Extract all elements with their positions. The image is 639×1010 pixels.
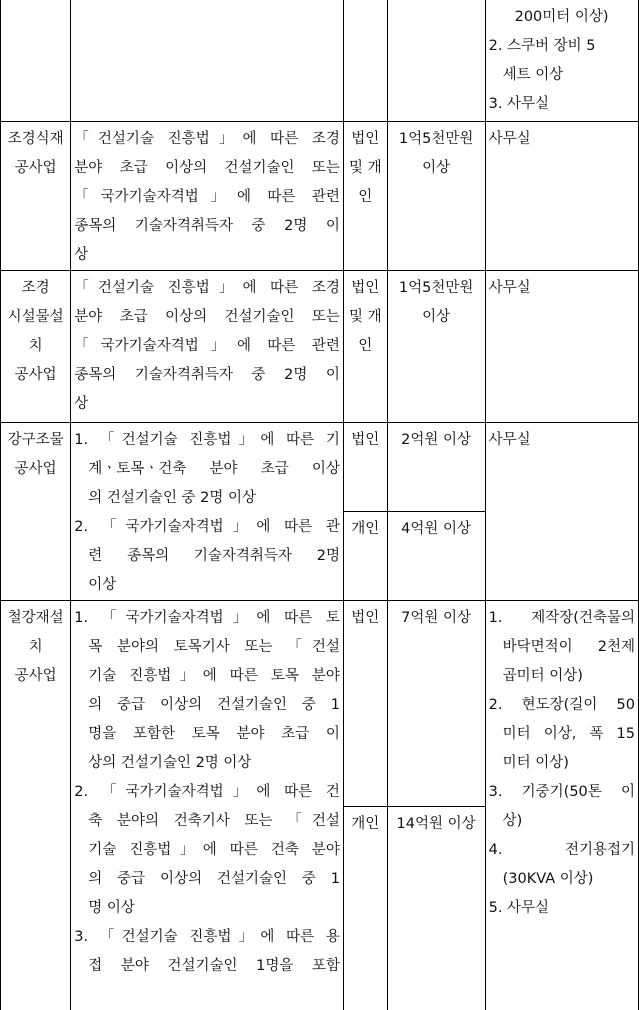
table-row	[1, 122, 639, 271]
capital-cell: 14억원 이상	[387, 807, 485, 1010]
business-type-line: 공사업	[14, 461, 57, 477]
entity-line: 법인	[351, 131, 380, 147]
entity-cell: 법인	[343, 601, 387, 807]
facility-line: 3. 사무실	[488, 96, 550, 112]
facility-line: 1. 제작장(건축물의	[488, 610, 635, 626]
requirement-line: 상의 건설기술인 2명 이상	[88, 755, 252, 771]
entity-cell	[343, 122, 387, 271]
requirement-line: 2. 「국가기술자격법」에 따른 관	[74, 519, 340, 535]
entity-line: 법인	[351, 280, 380, 296]
business-type-cell	[1, 271, 71, 423]
requirement-line: 「국가기술자격법」에 따른 관련	[74, 189, 340, 205]
capital-cell: 7억원 이상	[387, 601, 485, 807]
requirement-line: 의 중급 이상의 건설기술인 중 1	[88, 697, 340, 713]
technician-requirement-cell	[71, 423, 344, 601]
facility-line: 바닥면적이 2천제	[502, 639, 635, 655]
requirement-line: 접 분야 건설기술인 1명을 포함	[88, 958, 340, 974]
requirement-line: 기술 진흥법」에 따른 건축 분야	[88, 842, 340, 858]
business-type-cell	[1, 0, 71, 122]
requirement-line: 「국가기술자격법」에 따른 관련	[74, 338, 340, 354]
business-type-line: 치	[28, 338, 43, 354]
facility-line: 2. 스쿠버 장비 5	[488, 38, 596, 54]
facility-line: 사무실	[488, 432, 531, 448]
business-type-cell	[1, 122, 71, 271]
requirement-line: 련 종목의 기술자격취득자 2명	[88, 548, 340, 564]
facility-line: 미터 이상, 폭 15	[502, 726, 635, 742]
capital-cell	[387, 0, 485, 122]
business-type-line: 조경식재	[7, 131, 64, 147]
capital-line: 1억5천만원	[398, 131, 474, 147]
facility-line: 곱미터 이상)	[502, 668, 583, 684]
business-type-line: 철강재설	[7, 610, 64, 626]
facility-line: 2. 현도장(길이 50	[488, 697, 635, 713]
requirement-line: 분야 초급 이상의 건설기술인 또는	[74, 160, 340, 176]
requirement-line: 축 분야의 건축기사 또는 「건설	[88, 813, 340, 829]
business-type-cell	[1, 601, 71, 1010]
facilities-cell	[485, 271, 638, 423]
entity-cell: 법인	[343, 423, 387, 512]
facility-line: 5. 사무실	[488, 900, 550, 916]
business-type-line: 공사업	[14, 668, 57, 684]
facilities-cell	[485, 423, 638, 601]
capital-line: 이상	[422, 309, 451, 325]
requirement-line: 분야 초급 이상의 건설기술인 또는	[74, 309, 340, 325]
business-type-line: 시설물설	[7, 309, 64, 325]
entity-cell: 개인	[343, 512, 387, 601]
capital-cell	[387, 271, 485, 423]
facilities-cell	[485, 601, 638, 1010]
facility-line: 3. 기중기(50톤 이	[488, 784, 635, 800]
requirement-line: 2. 「국가기술자격법」에 따른 건	[74, 784, 340, 800]
requirement-line: 명 이상	[88, 900, 135, 916]
requirement-line: 목 분야의 토목기사 또는 「건설	[88, 639, 340, 655]
entity-line: 및 개	[348, 160, 382, 176]
table-row	[1, 601, 639, 807]
requirement-line: 「건설기술 진흥법」에 따른 조경	[74, 131, 340, 147]
capital-cell: 2억원 이상	[387, 423, 485, 512]
table-row	[1, 0, 639, 122]
business-type-line: 공사업	[14, 160, 57, 176]
business-type-line: 조경	[21, 280, 50, 296]
requirement-line: 명을 포함한 토목 분야 초급 이	[88, 726, 340, 742]
facility-line: (30KVA 이상)	[502, 871, 594, 887]
capital-line: 1억5천만원	[398, 280, 474, 296]
requirement-line: 상	[74, 247, 89, 263]
technician-requirement-cell	[71, 271, 344, 423]
business-type-line: 공사업	[14, 367, 57, 383]
business-type-line: 강구조물	[7, 432, 64, 448]
table-row	[1, 423, 639, 512]
entity-line: 인	[358, 189, 373, 205]
requirement-line: 의 건설기술인 중 2명 이상	[88, 490, 257, 506]
requirement-line: 종목의 기술자격취득자 중 2명 이	[74, 367, 340, 383]
entity-line: 및 개	[348, 309, 382, 325]
entity-cell	[343, 271, 387, 423]
facility-line: 사무실	[488, 280, 531, 296]
facility-line: 세트 이상	[502, 67, 564, 83]
requirement-line: 3. 「건설기술 진흥법」에 따른 용	[74, 929, 340, 945]
facility-line: 4. 전기용접기	[488, 842, 635, 858]
technician-requirement-cell	[71, 0, 344, 122]
table-row	[1, 271, 639, 423]
requirement-line: 종목의 기술자격취득자 중 2명 이	[74, 218, 340, 234]
capital-cell: 4억원 이상	[387, 512, 485, 601]
requirement-line: 계ㆍ토목ㆍ건축 분야 초급 이상	[88, 461, 340, 477]
requirement-line: 상	[74, 396, 89, 412]
business-type-line: 치	[28, 639, 43, 655]
facility-line: 사무실	[488, 131, 531, 147]
technician-requirement-cell	[71, 122, 344, 271]
facilities-cell	[485, 0, 638, 122]
facility-line: 상)	[502, 813, 523, 829]
facility-line: 200미터 이상)	[514, 9, 609, 25]
technician-requirement-cell	[71, 601, 344, 1010]
entity-cell: 개인	[343, 807, 387, 1010]
facility-line: 미터 이상)	[502, 755, 569, 771]
entity-line: 인	[358, 338, 373, 354]
entity-cell	[343, 0, 387, 122]
requirement-line: 이상	[88, 577, 117, 593]
capital-line: 이상	[422, 160, 451, 176]
capital-cell	[387, 122, 485, 271]
requirement-line: 1. 「건설기술 진흥법」에 따른 기	[74, 432, 340, 448]
requirement-line: 1. 「국가기술자격법」에 따른 토	[74, 610, 340, 626]
requirement-line: 의 중급 이상의 건설기술인 중 1	[88, 871, 340, 887]
requirement-line: 기술 진흥법」에 따른 토목 분야	[88, 668, 340, 684]
requirement-line: 「건설기술 진흥법」에 따른 조경	[74, 280, 340, 296]
business-type-cell	[1, 423, 71, 601]
facilities-cell	[485, 122, 638, 271]
